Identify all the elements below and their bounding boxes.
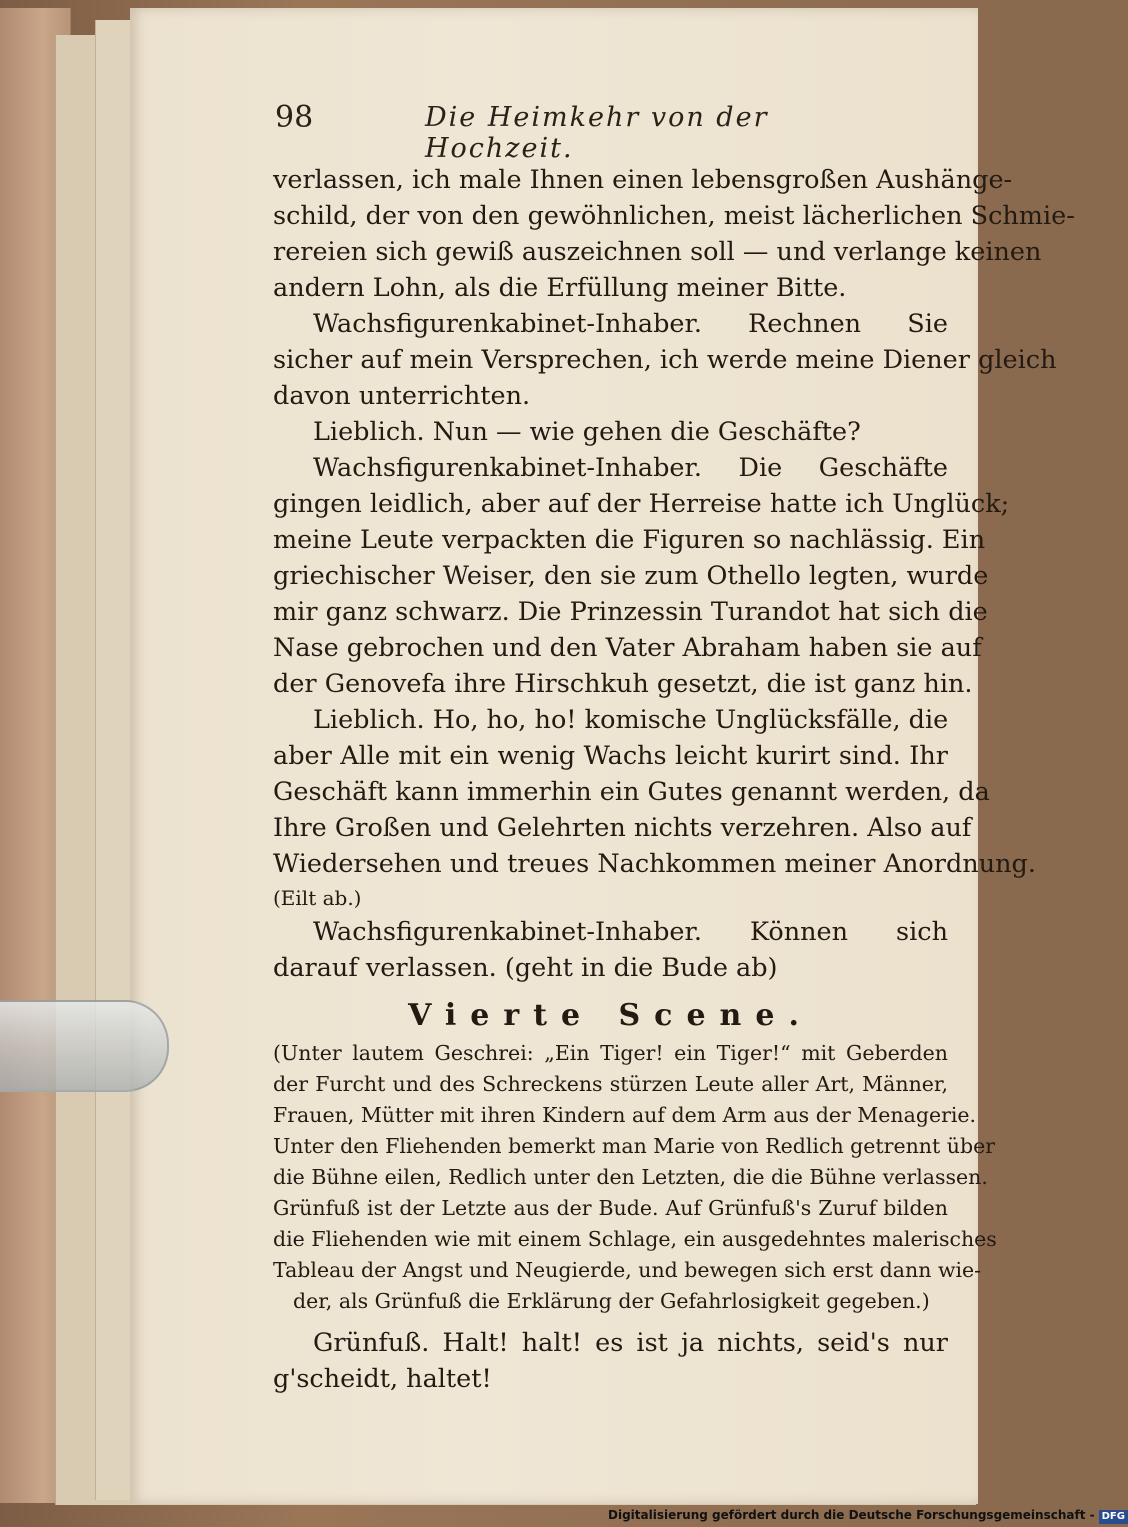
stage-direction-line: die Fliehenden wie mit einem Schlage, ein ausgedehntes malerisches	[273, 1227, 997, 1251]
text-line: verlassen, ich male Ihnen einen lebensgroßen Aushänge-	[273, 165, 1013, 195]
page-clip	[0, 1000, 169, 1092]
stage-exit: (Eilt ab.)	[273, 886, 362, 910]
stage-direction-line: Tableau der Angst und Neugierde, und bewegen sich erst dann wie-	[273, 1258, 982, 1282]
page-text	[273, 162, 1075, 1397]
scene-title: Vierte Scene.	[408, 998, 813, 1033]
text-line: davon unterrichten.	[273, 381, 531, 411]
speaker-line: Grünfuß. Halt! halt! es ist ja nichts, seid's nur	[313, 1328, 948, 1358]
running-title: Die Heimkehr von der Hochzeit.	[425, 102, 769, 164]
text-line: mir ganz schwarz. Die Prinzessin Turandot hat sich die	[273, 597, 988, 627]
text-line: der Genovefa ihre Hirschkuh gesetzt, die ist ganz hin.	[273, 669, 973, 699]
text-line: andern Lohn, als die Erfüllung meiner Bitte.	[273, 273, 847, 303]
stage-direction-line: Grünfuß ist der Letzte aus der Bude. Auf Grünfuß's Zuruf bilden	[273, 1196, 948, 1220]
digitization-credit	[608, 1508, 1125, 1526]
text-line: darauf verlassen. (geht in die Bude ab)	[273, 953, 778, 983]
speaker-line: Wachsfigurenkabinet-Inhaber. Können sich	[313, 917, 948, 947]
text-line: rereien sich gewiß auszeichnen soll — und verlange keinen	[273, 237, 1042, 267]
text-line: meine Leute verpackten die Figuren so nachlässig. Ein	[273, 525, 986, 555]
text-line: Wiedersehen und treues Nachkommen meiner Anordnung.	[273, 849, 1036, 879]
text-line: schild, der von den gewöhnlichen, meist lächerlichen Schmie-	[273, 201, 1075, 231]
dfg-logo: DFG	[1099, 1510, 1128, 1524]
speaker-line: Wachsfigurenkabinet-Inhaber. Die Geschäfte	[313, 453, 948, 483]
text-line: aber Alle mit ein wenig Wachs leicht kurirt sind. Ihr	[273, 741, 948, 771]
text-line: griechischer Weiser, den sie zum Othello legten, wurde	[273, 561, 989, 591]
stage-direction-line: Frauen, Mütter mit ihren Kindern auf dem Arm aus der Menagerie.	[273, 1103, 977, 1127]
speaker-line: Lieblich. Nun — wie gehen die Geschäfte?	[313, 417, 861, 447]
text-line: Nase gebrochen und den Vater Abraham haben sie auf	[273, 633, 982, 663]
text-line: Ihre Großen und Gelehrten nichts verzehren. Also auf	[273, 813, 972, 843]
speaker-line: Lieblich. Ho, ho, ho! komische Unglücksfälle, die	[313, 705, 949, 735]
spacer	[273, 1317, 948, 1325]
stage-direction-line: (Unter lautem Geschrei: „Ein Tiger! ein Tiger!“ mit Geberden	[273, 1041, 948, 1065]
spacer	[273, 986, 948, 994]
text-line: Geschäft kann immerhin ein Gutes genannt werden, da	[273, 777, 990, 807]
text-line: g'scheidt, haltet!	[273, 1364, 492, 1394]
stage-direction-line: der Furcht und des Schreckens stürzen Leute aller Art, Männer,	[273, 1072, 948, 1096]
text-line: gingen leidlich, aber auf der Herreise hatte ich Unglück;	[273, 489, 1010, 519]
speaker-line: Wachsfigurenkabinet-Inhaber. Rechnen Sie	[313, 309, 948, 339]
credit-text: Digitalisierung gefördert durch die Deutsche Forschungsgemeinschaft -	[608, 1508, 1095, 1522]
page-number: 98	[275, 100, 314, 135]
page-header	[275, 100, 815, 164]
stage-direction-line: Unter den Fliehenden bemerkt man Marie von Redlich getrennt über	[273, 1134, 996, 1158]
stage-direction-line: die Bühne eilen, Redlich unter den Letzten, die die Bühne verlassen.	[273, 1165, 988, 1189]
text-line: sicher auf mein Versprechen, ich werde meine Diener gleich	[273, 345, 1057, 375]
stage-direction-line: der, als Grünfuß die Erklärung der Gefahrlosigkeit gegeben.)	[293, 1289, 930, 1313]
